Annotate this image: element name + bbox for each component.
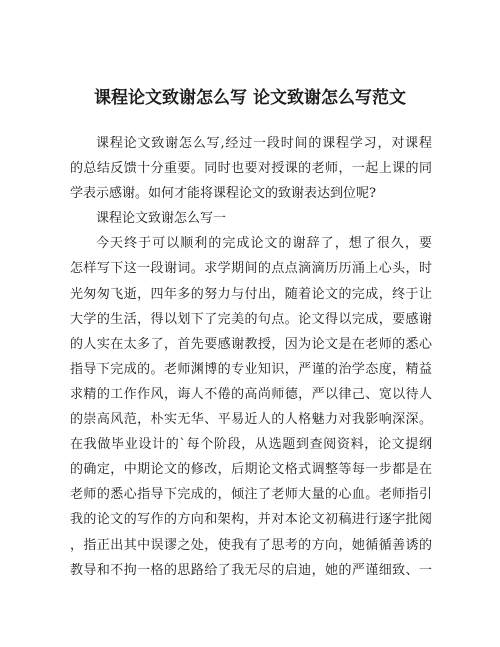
text-line: 老师的悉心指导下完成的，倾注了老师大量的心血。老师指引 [70, 487, 432, 503]
text-line: 求精的工作作风，诲人不倦的高尚师德，严以律己、宽以待人 [70, 386, 432, 402]
text-line: 的总结反馈十分重要。同时也要对授课的老师，一起上课的同 [70, 161, 432, 177]
text-line: 大学的生活，得以划下了完美的句点。论文得以完成，要感谢 [70, 311, 432, 327]
text-line: 学表示感谢。如何才能将课程论文的致谢表达到位呢? [70, 186, 376, 202]
text-line: 我的论文的写作的方向和架构，并对本论文初稿进行逐字批阅 [70, 512, 432, 528]
text-line: 的确定，中期论文的修改，后期论文格式调整等每一步都是在 [70, 462, 432, 478]
text-line: 指导下完成的。老师渊博的专业知识，严谨的治学态度，精益 [70, 361, 432, 377]
body-paragraph [70, 231, 432, 582]
text-line: 教导和不拘一格的思路给了我无尽的启迪，她的严谨细致、一 [70, 562, 432, 578]
text-line: 光匆匆飞逝，四年多的努力与付出，随着论文的完成，终于让 [70, 286, 432, 302]
section-heading: 课程论文致谢怎么写一 [96, 211, 227, 227]
document-body [70, 131, 432, 583]
text-line: 在我做毕业设计的`每个阶段，从选题到查阅资料，论文提纲 [70, 437, 432, 453]
intro-paragraph [70, 131, 432, 206]
text-line: ，指正出其中误谬之处，使我有了思考的方向，她循循善诱的 [70, 537, 432, 553]
text-line: 课程论文致谢怎么写,经过一段时间的课程学习，对课程 [96, 136, 432, 151]
text-line: 怎样写下这一段谢词。求学期间的点点滴滴历历涌上心头，时 [70, 261, 432, 277]
text-line: 今天终于可以顺利的完成论文的谢辞了，想了很久，要 [96, 236, 432, 252]
text-line: 的人实在太多了，首先要感谢教授，因为论文是在老师的悉心 [70, 336, 432, 352]
document-title: 课程论文致谢怎么写 论文致谢怎么写范文 [94, 88, 406, 108]
section-heading-paragraph [70, 206, 432, 231]
text-line: 的崇高风范，朴实无华、平易近人的人格魅力对我影响深深。 [70, 412, 432, 428]
